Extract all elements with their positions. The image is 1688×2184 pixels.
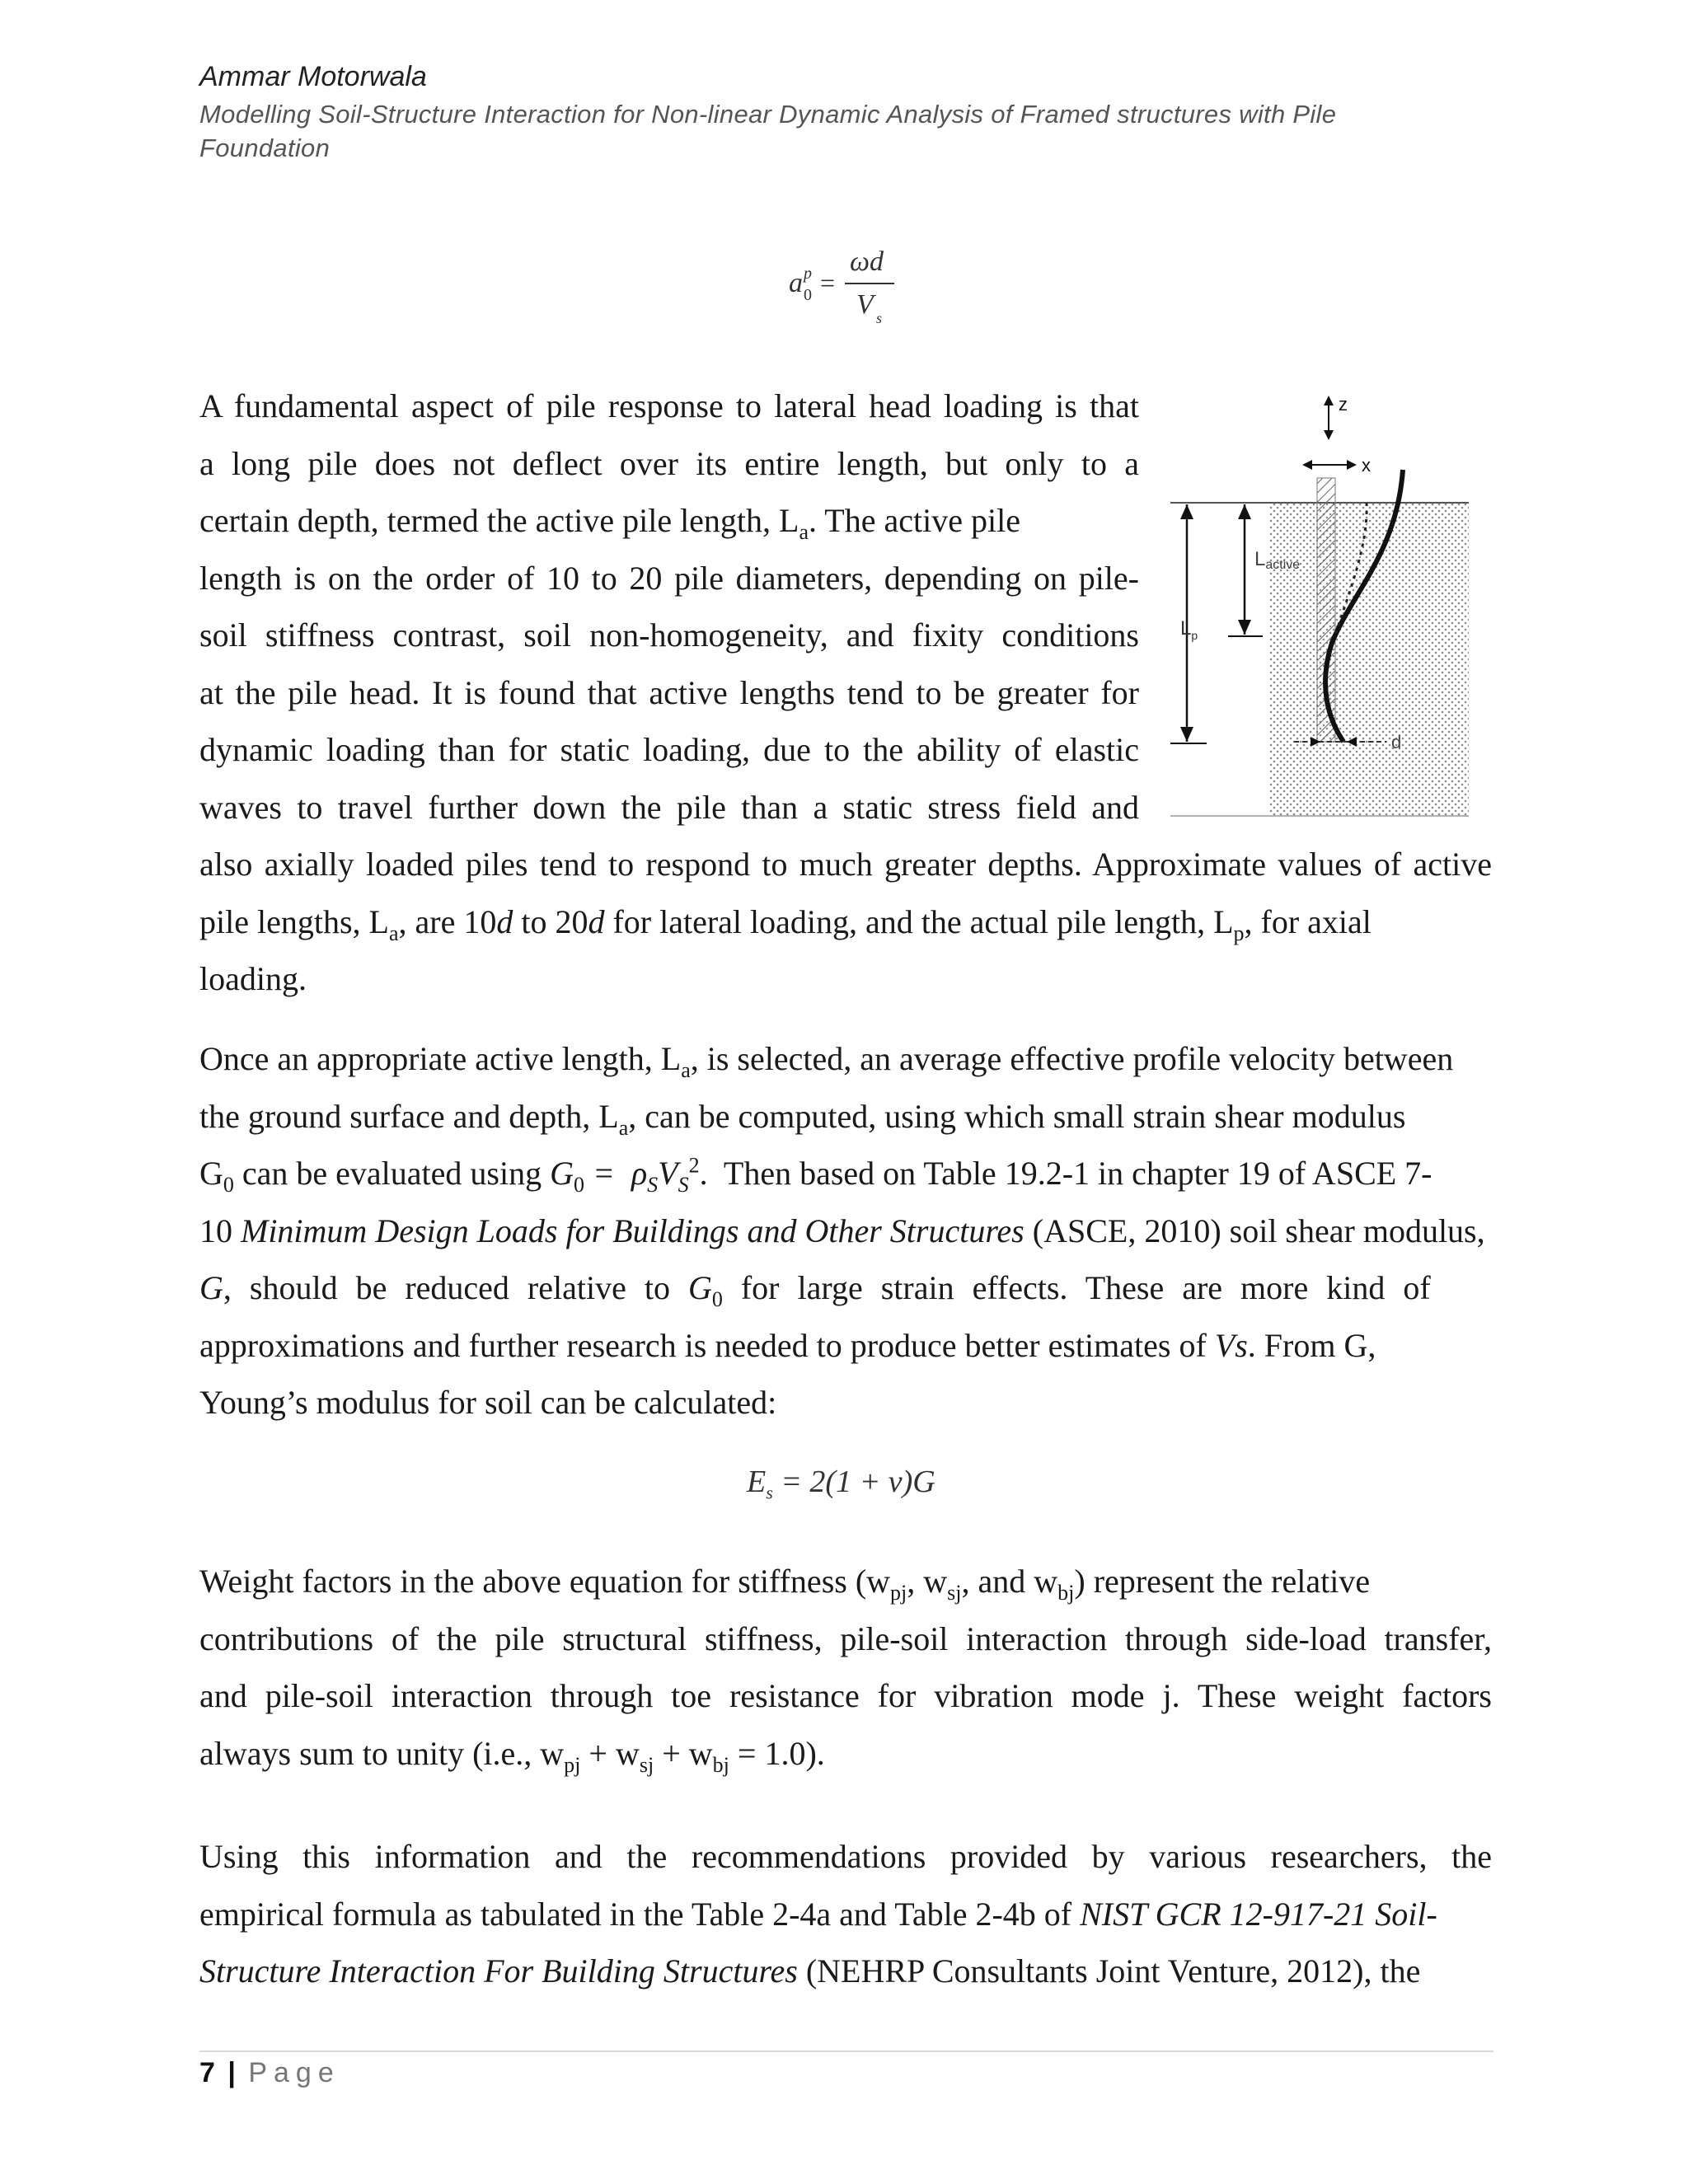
text-run: for large strain effects. These are more kind of (722, 1269, 1431, 1306)
lp-arrowhead-bottom (1180, 727, 1193, 742)
subscript: S (647, 1173, 659, 1197)
text-run: for lateral loading, and the actual pile length, L (604, 902, 1234, 940)
equation-youngs-modulus (747, 1464, 935, 1503)
text-run: + w (580, 1734, 640, 1772)
eq-a-sup: p (804, 265, 812, 283)
subscript: a (618, 1115, 629, 1140)
equation-dimensionless-frequency (787, 241, 911, 331)
text-run: = 1.0). (729, 1734, 825, 1772)
text-run: G (199, 1155, 223, 1192)
text-run: approximations and further research is needed to produce better estimates of (199, 1326, 1215, 1364)
text-line: soil stiffness contrast, soil non-homogeneity, and fixity conditions (199, 616, 1139, 654)
page-number: 7 (199, 2057, 215, 2088)
eq-es-rhs: = 2(1 + ν)G (772, 1465, 935, 1499)
subscript: pj (564, 1752, 581, 1777)
lactive-sub: active (1265, 558, 1301, 572)
text-line: a long pile does not deflect over its entire length, but only to a (199, 444, 1139, 482)
text-run: , are 10 (398, 902, 497, 940)
text-line (199, 1553, 1492, 1610)
text-line (199, 1886, 1492, 1943)
header-title: Modelling Soil-Structure Interaction for Non-linear Dynamic Analysis of Framed structures with Pile Foundation (199, 100, 1337, 162)
text-run: (ASCE, 2010) soil shear modulus, (1024, 1212, 1485, 1249)
italic-run: d (496, 902, 513, 940)
lactive-main: L (1254, 548, 1266, 570)
text-run: , for axial (1244, 902, 1372, 940)
lp-sub: p (1191, 629, 1198, 642)
math-run: V (658, 1155, 678, 1192)
italic-run: Vs (1214, 1326, 1248, 1364)
paragraph-shear-modulus (199, 1030, 1492, 1432)
italic-run: Structure Interaction For Building Structures (199, 1952, 798, 1990)
text-line: contributions of the pile structural stiffness, pile-soil interaction through side-load transfer, (199, 1619, 1492, 1657)
italic-run: NIST GCR 12-917-21 Soil- (1080, 1895, 1437, 1933)
text-line (199, 893, 1492, 951)
text-line: at the pile head. It is found that active lengths tend to be greater for (199, 673, 1139, 711)
italic-run: G (199, 1269, 223, 1306)
subscript: a (799, 520, 809, 544)
text-line (199, 1317, 1492, 1375)
text-run: , is selected, an average effective profile velocity between (690, 1040, 1454, 1077)
text-line: Using this information and the recommendations provided by various researchers, the (199, 1838, 1492, 1875)
text-line: loading. (199, 960, 307, 997)
text-run: 10 (199, 1212, 241, 1249)
eq-denominator-sub: s (876, 310, 883, 326)
math-run: G (550, 1155, 574, 1192)
text-line (199, 1725, 1492, 1783)
lactive-arrowhead-top (1238, 504, 1251, 519)
text-run: Weight factors in the above equation for stiffness (w (199, 1563, 891, 1600)
text-line (199, 1030, 1492, 1088)
eq-denominator: V (856, 289, 874, 320)
text-line: length is on the order of 10 to 20 pile diameters, depending on pile- (199, 559, 1139, 597)
x-label: x (1362, 455, 1371, 476)
text-line (199, 1088, 1492, 1146)
text-run: , and w (961, 1563, 1058, 1600)
text-line (199, 1202, 1492, 1260)
footer-divider (199, 2050, 1493, 2052)
page-footer (199, 2057, 340, 2089)
lp-label (1180, 617, 1198, 642)
text-run: , should be reduced relative to (223, 1269, 688, 1306)
z-arrowhead-down (1324, 430, 1334, 440)
text-run: ) represent the relative (1074, 1563, 1371, 1600)
text-line (199, 1943, 1492, 2000)
subscript: 0 (573, 1173, 584, 1197)
eq-es-symbol: E (747, 1465, 767, 1499)
text-run: Once an appropriate active length, L (199, 1040, 682, 1077)
text-run: can be evaluated using (233, 1155, 551, 1192)
eq-es-sub: s (766, 1482, 773, 1503)
italic-run: d (588, 902, 605, 940)
x-arrowhead-left (1302, 460, 1312, 470)
subscript: a (388, 921, 399, 945)
text-run: pile lengths, L (199, 902, 389, 940)
text-line (199, 492, 1139, 550)
subscript: sj (947, 1581, 962, 1605)
text-run: certain depth, termed the active pile length, L (199, 502, 799, 539)
subscript: S (678, 1173, 689, 1197)
text-run: the ground surface and depth, L (199, 1097, 619, 1135)
text-run: always sum to unity (i.e., w (199, 1734, 565, 1772)
z-label: z (1339, 394, 1348, 415)
paragraph-weight-factors (199, 1553, 1492, 1782)
subscript: p (1233, 921, 1245, 945)
text-run: empirical formula as tabulated in the Table 2-4a and Table 2-4b of (199, 1895, 1081, 1933)
subscript: bj (712, 1752, 729, 1777)
text-line: waves to travel further down the pile than a static stress field and (199, 788, 1139, 826)
text-line (199, 1259, 1492, 1317)
lp-arrowhead-top (1180, 504, 1193, 519)
eq-a-sub: 0 (804, 286, 812, 304)
text-segment (199, 893, 1372, 951)
text-run: (NEHRP Consultants Joint Venture, 2012), the (797, 1952, 1421, 1990)
text-run: , w (907, 1563, 948, 1600)
text-line: also axially loaded piles tend to respond to much greater depths. Approximate values of active (199, 846, 1492, 883)
text-run: to 20 (513, 902, 588, 940)
eq-equals: = (820, 268, 836, 298)
text-line: A fundamental aspect of pile response to lateral head loading is that (199, 387, 1139, 424)
z-arrowhead-up (1324, 396, 1334, 405)
text-run: . From G, (1247, 1326, 1376, 1364)
italic-run: Minimum Design Loads for Buildings and Other Structures (241, 1212, 1025, 1249)
subscript: 0 (223, 1173, 234, 1197)
text-run: . Then based on Table 19.2-1 in chapter 19 of ASCE 7- (699, 1155, 1432, 1192)
math-run: = ρ (584, 1155, 648, 1192)
soil-region (1269, 503, 1469, 816)
footer-separator: | (227, 2057, 236, 2088)
superscript: 2 (688, 1153, 700, 1178)
x-arrowhead-right (1347, 460, 1357, 470)
d-label: d (1391, 732, 1402, 752)
italic-run: G (687, 1269, 712, 1306)
text-run: , can be computed, using which small strain shear modulus (628, 1097, 1406, 1135)
subscript: sj (639, 1752, 654, 1777)
subscript: bj (1057, 1581, 1075, 1605)
paragraph-active-length-continued (199, 836, 1492, 1008)
page-word: Page (248, 2057, 340, 2088)
eq-numerator: ωd (850, 246, 884, 277)
text-line: and pile-soil interaction through toe resistance for vibration mode j. These weight factors (199, 1677, 1492, 1714)
pile-active-length-figure (1170, 387, 1484, 832)
text-line: Young’s modulus for soil can be calculated: (199, 1384, 777, 1421)
subscript: pj (890, 1581, 907, 1605)
lp-main: L (1180, 617, 1192, 640)
eq-a: a (789, 268, 803, 298)
text-line: dynamic loading than for static loading, due to the ability of elastic (199, 731, 1139, 768)
paragraph-active-length (199, 377, 1139, 836)
subscript: 0 (711, 1287, 723, 1311)
paragraph-empirical-formula (199, 1828, 1492, 2000)
text-segment (199, 492, 1020, 550)
header-author: Ammar Motorwala (199, 61, 427, 92)
text-run: . The active pile (809, 502, 1020, 539)
text-line (199, 1145, 1492, 1202)
lactive-arrowhead-bottom (1238, 620, 1251, 635)
text-run: + w (654, 1734, 713, 1772)
subscript: a (681, 1058, 691, 1082)
